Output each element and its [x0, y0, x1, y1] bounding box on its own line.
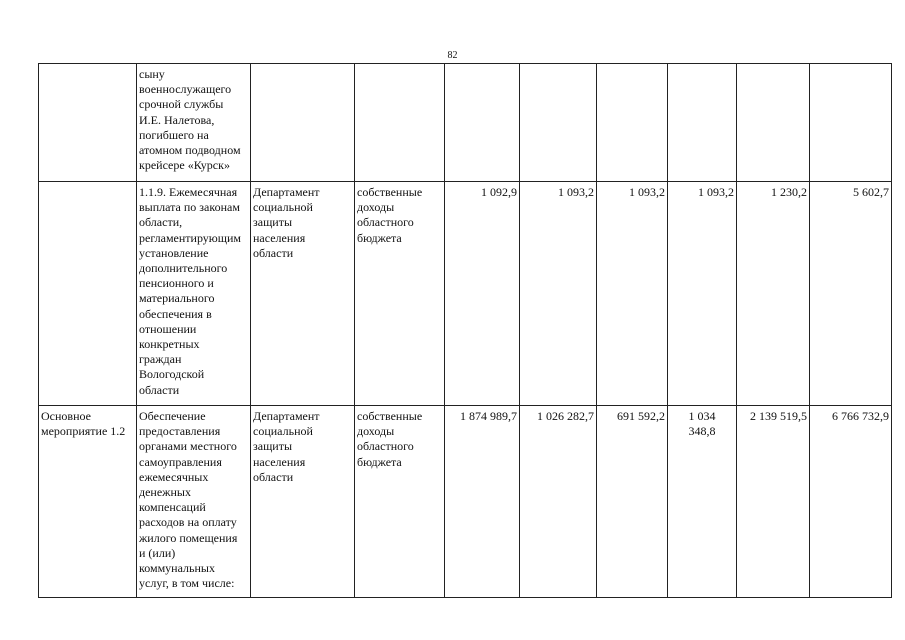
- source-cell: собственные доходы областного бюджета: [355, 406, 445, 598]
- description-cell: 1.1.9. Ежемесячная выплата по законам области, регламентирующим установление дополнительного пенсионного и материального обеспечения в отношении конкретных граждан Вологодской области: [137, 182, 251, 406]
- source-cell: [355, 64, 445, 182]
- description-cell: сыну военнослужащего срочной службы И.Е. Налетова, погибшего на атомном подводном крейсере «Курск»: [137, 64, 251, 182]
- value-cell-total: [810, 64, 892, 182]
- value-cell-total: 6 766 732,9: [810, 406, 892, 598]
- source-cell: собственные доходы областного бюджета: [355, 182, 445, 406]
- value-cell-year-5: [737, 64, 810, 182]
- value-cell-year-4: 1 093,2: [668, 182, 737, 406]
- measure-cell: Основное мероприятие 1.2: [39, 406, 137, 598]
- executor-cell: Департамент социальной защиты населения области: [251, 182, 355, 406]
- value-cell-year-5: 2 139 519,5: [737, 406, 810, 598]
- value-cell-year-3: 691 592,2: [597, 406, 668, 598]
- page-number: 82: [447, 50, 458, 61]
- value-cell-year-5: 1 230,2: [737, 182, 810, 406]
- value-cell-year-1: 1 092,9: [445, 182, 520, 406]
- value-cell-year-4: 1 034 348,8: [668, 406, 737, 598]
- table-row-3: [39, 406, 892, 598]
- value-cell-year-1: [445, 64, 520, 182]
- value-cell-year-1: 1 874 989,7: [445, 406, 520, 598]
- table-row-2: [39, 182, 892, 406]
- value-cell-year-3: [597, 64, 668, 182]
- budget-table: [38, 63, 892, 598]
- executor-cell: [251, 64, 355, 182]
- value-cell-year-2: 1 093,2: [520, 182, 597, 406]
- description-cell: Обеспечение предоставления органами местного самоуправления ежемесячных денежных компенсаций расходов на оплату жилого помещения и (или) коммунальных услуг, в том числе:: [137, 406, 251, 598]
- value-cell-total: 5 602,7: [810, 182, 892, 406]
- value-cell-year-2: 1 026 282,7: [520, 406, 597, 598]
- value-cell-year-3: 1 093,2: [597, 182, 668, 406]
- table-row-1: [39, 64, 892, 182]
- value-cell-year-2: [520, 64, 597, 182]
- value-cell-year-4: [668, 64, 737, 182]
- measure-cell: [39, 64, 137, 182]
- measure-cell: [39, 182, 137, 406]
- executor-cell: Департамент социальной защиты населения области: [251, 406, 355, 598]
